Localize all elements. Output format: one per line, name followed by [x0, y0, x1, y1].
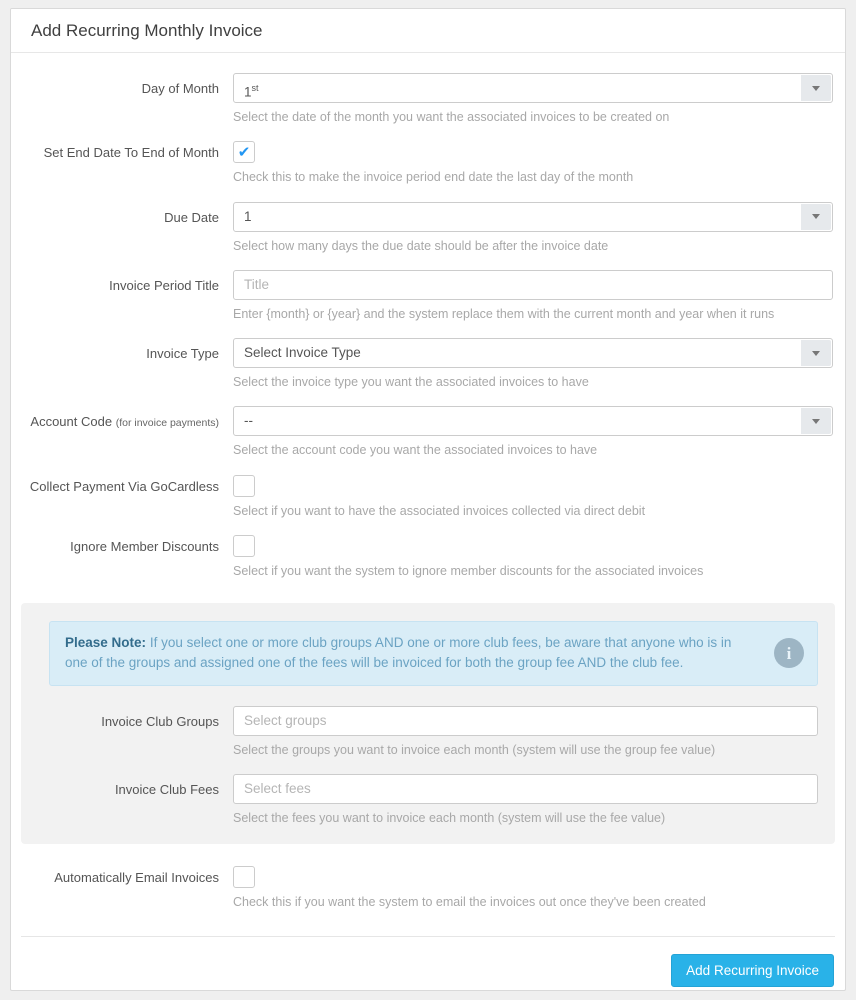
club-fees-help: Select the fees you want to invoice each month (system will use the fee value) [233, 810, 666, 825]
page-title: Add Recurring Monthly Invoice [11, 9, 845, 53]
invoice-period-title-input[interactable] [233, 270, 833, 300]
day-of-month-value: 1 [244, 84, 252, 100]
gocardless-checkbox[interactable] [233, 475, 255, 497]
chevron-down-icon [801, 75, 831, 101]
ignore-discounts-label: Ignore Member Discounts [70, 538, 219, 554]
due-date-help: Select how many days the due date should be after the invoice date [233, 238, 609, 253]
auto-email-checkbox[interactable] [233, 866, 255, 888]
day-of-month-select[interactable] [233, 73, 833, 103]
club-groups-input[interactable] [233, 706, 818, 736]
invoice-type-help: Select the invoice type you want the associated invoices to have [233, 375, 589, 389]
ignore-discounts-help: Select if you want the system to ignore member discounts for the associated invoices [233, 563, 704, 578]
chevron-down-icon [801, 408, 831, 434]
row-invoice-period-title [11, 270, 845, 322]
row-ignore-discounts [11, 535, 845, 579]
invoice-type-value: Select Invoice Type [244, 345, 361, 360]
add-recurring-invoice-panel [10, 8, 846, 991]
invoice-type-label: Invoice Type [146, 346, 219, 361]
gocardless-label: Collect Payment Via GoCardless [29, 478, 219, 494]
account-code-help: Select the account code you want the associated invoices to have [233, 443, 598, 458]
add-recurring-invoice-button[interactable]: Add Recurring Invoice [671, 954, 834, 987]
chevron-down-icon [801, 340, 831, 366]
due-date-select[interactable] [233, 202, 833, 232]
ignore-discounts-checkbox[interactable] [233, 535, 255, 557]
gocardless-help: Select if you want to have the associated invoices collected via direct debit [233, 503, 646, 518]
day-of-month-help: Select the date of the month you want the associated invoices to be created on [233, 110, 670, 124]
day-of-month-label: Day of Month [141, 81, 219, 96]
panel-footer [11, 937, 845, 991]
row-club-fees [21, 774, 835, 826]
club-groups-help: Select the groups you want to invoice each month (system will use the group fee value) [233, 742, 716, 757]
day-of-month-ordinal: st [251, 83, 259, 93]
note-box [49, 621, 818, 686]
due-date-value: 1 [244, 208, 252, 224]
note-label: Please Note: [65, 635, 147, 650]
row-set-end-date [11, 141, 845, 185]
row-day-of-month [11, 73, 845, 125]
set-end-date-label: Set End Date To End of Month [43, 145, 219, 161]
auto-email-help: Check this if you want the system to email the invoices out once they've been created [233, 895, 706, 909]
club-groups-label: Invoice Club Groups [101, 713, 219, 729]
invoice-period-title-help: Enter {month} or {year} and the system replace them with the current month and year when it runs [233, 306, 775, 321]
account-code-label: Account Code (for invoice payments) [30, 414, 219, 430]
chevron-down-icon [801, 204, 831, 230]
note-text: If you select one or more club groups AND one or more club fees, be aware that anyone who is in one of the groups and assigned one of the fees will be invoiced for both the group fee AND the club fee. [65, 635, 732, 671]
club-invoicing-section [21, 603, 835, 844]
club-fees-input[interactable] [233, 774, 818, 804]
invoice-period-title-label: Invoice Period Title [109, 277, 219, 293]
auto-email-label: Automatically Email Invoices [54, 870, 219, 885]
form-body [11, 53, 845, 991]
club-fees-label: Invoice Club Fees [114, 781, 219, 797]
row-auto-email [11, 866, 845, 910]
due-date-label: Due Date [164, 209, 219, 225]
invoice-type-select[interactable] [233, 338, 833, 368]
account-code-select[interactable] [233, 406, 833, 436]
row-account-code [11, 406, 845, 458]
row-invoice-type [11, 338, 845, 390]
row-due-date [11, 202, 845, 254]
row-gocardless [11, 475, 845, 519]
account-code-label-note: (for invoice payments) [115, 417, 219, 430]
set-end-date-checkbox[interactable] [233, 141, 255, 163]
row-club-groups [21, 706, 835, 758]
set-end-date-help: Check this to make the invoice period end date the last day of the month [233, 170, 634, 185]
account-code-value: -- [244, 413, 253, 429]
info-icon[interactable]: i [774, 638, 804, 668]
checkmark-icon: ✔ [237, 144, 251, 162]
